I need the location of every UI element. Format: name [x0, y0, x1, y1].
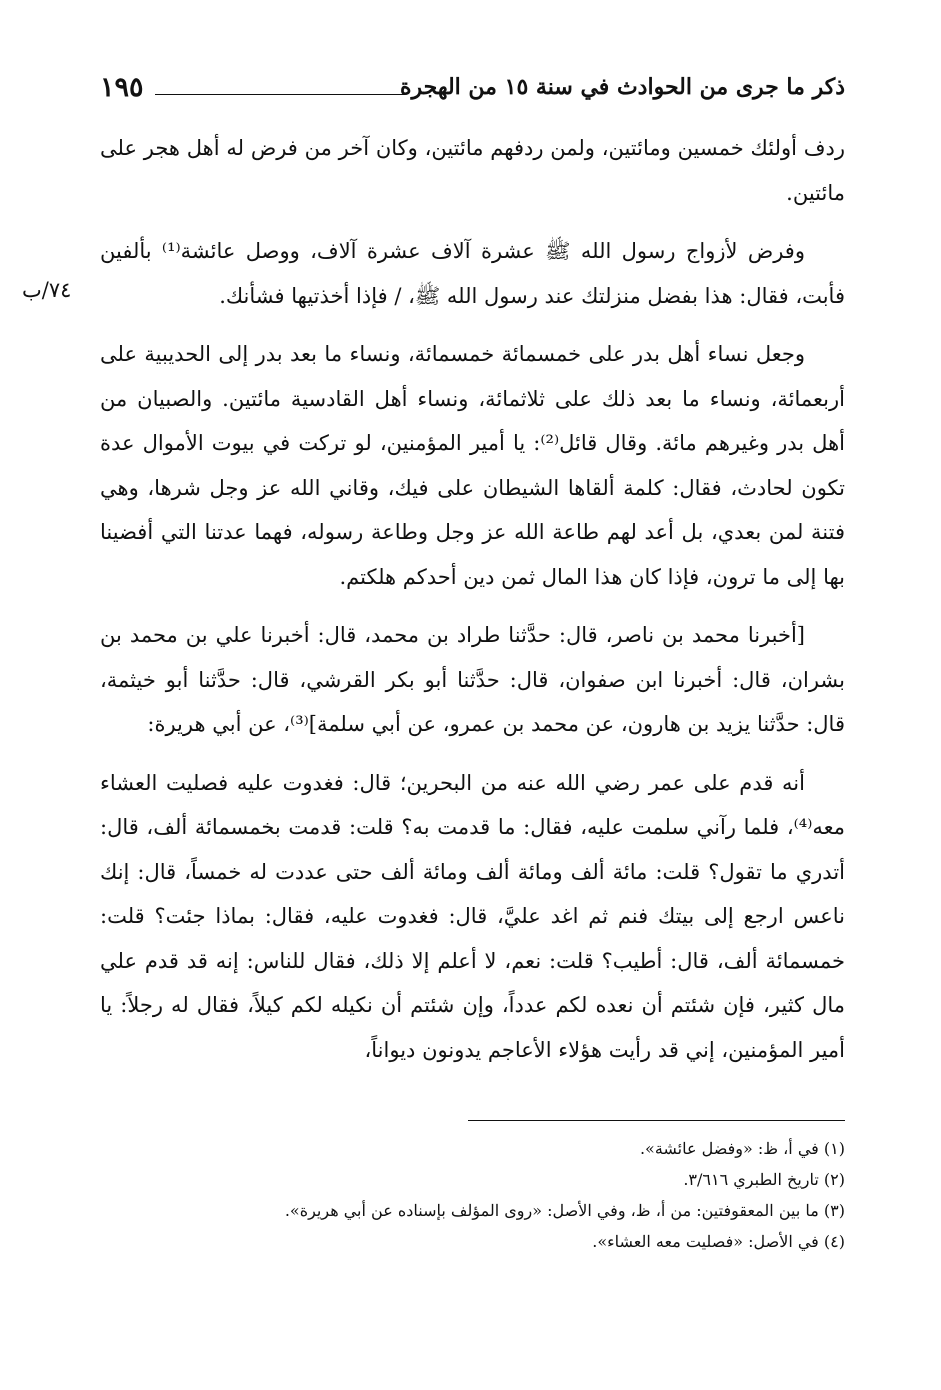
page-header [100, 72, 845, 108]
page-number: ١٩٥ [100, 72, 144, 103]
paragraph: وفرض لأزواج رسول الله ﷺ عشرة آلاف عشرة آلاف، ووصل عائشة⁽¹⁾ بألفين فأبت، فقال: هذا بفضل منزلتك عند رسول الله ﷺ، / فإذا أخذتيها فشأنك. [100, 239, 845, 308]
manuscript-folio-marker: ٧٤/ب [22, 278, 72, 302]
footnote: (٤) في الأصل: «فصليت معه العشاء». [592, 1232, 845, 1251]
header-rule [155, 94, 405, 95]
footnote-separator [468, 1120, 845, 1121]
footnotes [100, 1133, 845, 1257]
paragraph: وجعل نساء أهل بدر على خمسمائة خمسمائة، ونساء ما بعد بدر إلى الحديبية على أربعمائة، ونساء ما بعد ذلك على ثلاثمائة، ونساء أهل القادسية مائتين. والصبيان من أهل بدر وغيرهم مائة. وقال قائل⁽²⁾: يا أمير المؤمنين، لو تركت في بيوت الأموال عدة تكون لحادث، فقال: كلمة ألقاها الشيطان على فيك، وقاني الله عز وجل شرها، وهي فتنة لمن بعدي، بل أعد لهم طاعة الله عز وجل وطاعة رسوله، فهما عدتنا التي أفضينا بها إلى ما ترون، فإذا كان هذا المال ثمن دين أحدكم هلكتم. [100, 342, 845, 589]
paragraph: ردف أولئك خمسين ومائتين، ولمن ردفهم مائتين، وكان آخر من فرض له أهل هجر على مائتين. [100, 136, 845, 205]
footnote: (١) في أ، ظ: «وفضل عائشة». [639, 1139, 845, 1158]
footnote: (٣) ما بين المعقوفتين: من أ، ظ، وفي الأصل: «روى المؤلف بإسناده عن أبي هريرة». [284, 1201, 845, 1220]
paragraph: [أخبرنا محمد بن ناصر، قال: حدَّثنا طراد بن محمد، قال: أخبرنا علي بن محمد بن بشران، قال: أخبرنا ابن صفوان، قال: حدَّثنا أبو بكر القرشي، قال: حدَّثنا أبو خيثمة، قال: حدَّثنا يزيد بن هارون، عن محمد بن عمرو، عن أبي سلمة]⁽³⁾، عن أبي هريرة: [100, 623, 845, 736]
main-text [100, 126, 845, 1086]
running-title: ذكر ما جرى من الحوادث في سنة ١٥ من الهجرة [399, 74, 845, 100]
footnote: (٢) تاريخ الطبري ٣/٦١٦. [683, 1170, 845, 1189]
paragraph: أنه قدم على عمر رضي الله عنه من البحرين؛ قال: فغدوت عليه فصليت العشاء معه⁽⁴⁾، فلما رآني سلمت عليه، فقال: ما قدمت به؟ قلت: قدمت بخمسمائة ألف، قال: أتدري ما تقول؟ قلت: مائة ألف ومائة ألف ومائة ألف حتى عددت له خمساً، قال: إنك ناعس ارجع إلى بيتك فنم ثم اغد عليَّ، قال: فغدوت عليه، فقال: بماذا جئت؟ قلت: خمسمائة ألف، قال: أطيب؟ قلت: نعم، لا أعلم إلا ذلك، فقال للناس: إنه قد قدم علي مال كثير، فإن شئتم أن نعده لكم عدداً، وإن شئتم أن نكيله لكم كيلاً، فقال له رجلاً: يا أمير المؤمنين، إني قد رأيت هؤلاء الأعاجم يدونون ديواناً، [100, 770, 845, 1062]
